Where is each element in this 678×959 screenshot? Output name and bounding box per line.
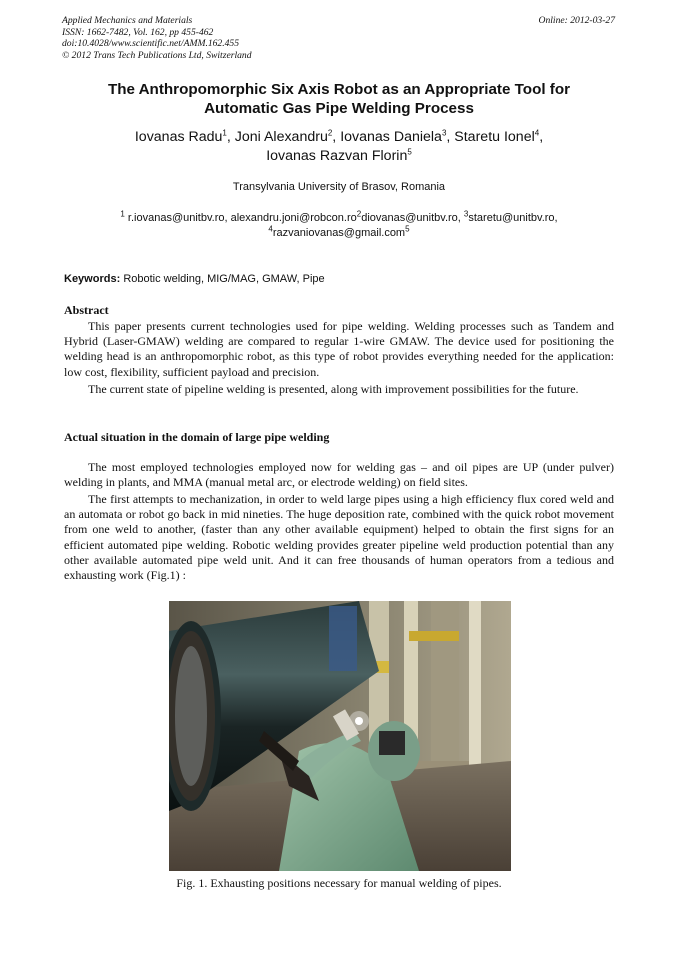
keywords-label: Keywords: xyxy=(64,273,121,285)
author-line-1: Iovanas Radu$^1$, Joni Alexandru$^2$, Iovanas Daniela$^3$, Staretu Ionel$^4$, xyxy=(134,128,544,145)
email-sup: 1 xyxy=(120,209,125,219)
body-text-2: The first attempts to mechanization, in order to weld large pipes using a high efficiency flux cored weld and an automata or robot go back in mid nineties. The huge deposition rate, combined with the quick robot movement from one weld to another, (faster than any other available equipment) helped to obtain the first signs for an efficient automated pipe welding. Robotic welding provides greater pipeline weld production potential than any other available automated pipe weld unit. And it can free thousands of human operators from a tedious and exhausting work (Fig.1) : xyxy=(64,492,614,583)
email-address[interactable]: staretu@unitbv.ro, xyxy=(468,212,558,224)
email-address[interactable]: alexandru.joni@robcon.ro xyxy=(230,212,357,224)
body-paragraph-1 xyxy=(64,460,614,490)
author-sup: 4 xyxy=(534,128,540,138)
welding-photo xyxy=(169,601,511,871)
email-list xyxy=(62,211,616,241)
author-name: Staretu Ionel xyxy=(454,129,535,145)
author-sup: 1 xyxy=(222,128,227,138)
author-name: Iovanas Daniela xyxy=(340,129,442,145)
author-sup: 2 xyxy=(327,128,333,138)
journal-name: Applied Mechanics and Materials xyxy=(62,15,193,26)
body-paragraph-2 xyxy=(64,492,614,583)
email-sup: 4 xyxy=(268,224,273,234)
email-address[interactable]: diovanas@unitbv.ro, xyxy=(361,212,461,224)
body-text-1: The most employed technologies employed now for welding gas – and oil pipes are UP (under pulver) welding in plants, and MMA (manual metal arc, or electrode welding) on field sites. xyxy=(64,460,614,490)
affiliation: Transylvania University of Brasov, Romania xyxy=(232,181,446,193)
online-date: Online: 2012-03-27 xyxy=(538,15,615,26)
title-line-1: The Anthropomorphic Six Axis Robot as an Appropriate Tool for xyxy=(107,81,571,98)
author-name: Joni Alexandru xyxy=(234,129,328,145)
email-address[interactable]: r.iovanas@unitbv.ro, xyxy=(127,212,228,224)
email-sup: 5 xyxy=(405,224,410,234)
author-sup: 5 xyxy=(407,147,412,157)
doi-line: doi:10.4028/www.scientific.net/AMM.162.455 xyxy=(62,38,240,50)
email-address[interactable]: razvaniovanas@gmail.com xyxy=(272,227,406,239)
welding-photo-illustration xyxy=(169,601,511,871)
email-sup: 2 xyxy=(356,209,362,219)
author-line-2 xyxy=(62,147,616,166)
issn-line: ISSN: 1662-7482, Vol. 162, pp 455-462 xyxy=(62,26,214,38)
abstract-text-2: The current state of pipeline welding is presented, along with improvement possibilities for the future. xyxy=(88,382,579,396)
paper-title xyxy=(62,80,616,118)
abstract-heading: Abstract xyxy=(64,303,109,317)
section-heading: Actual situation in the domain of large pipe welding xyxy=(64,430,330,444)
abstract-paragraph-2 xyxy=(64,382,614,397)
keywords-text: Robotic welding, MIG/MAG, GMAW, Pipe xyxy=(123,273,325,285)
author-name: Iovanas Radu xyxy=(134,129,223,145)
keywords xyxy=(64,273,325,285)
abstract-text-1: This paper presents current technologies used for pipe welding. Welding processes such as Tandem and Hybrid (Laser-GMAW) welding are compared to regular 1-wire GMAW. The device used for positioning the welding head is an anthropomorphic robot, as this type of robot provides everything needed for the application: low cost, flexibility, sufficient payload and precision. xyxy=(64,319,614,379)
author-sup: 3 xyxy=(441,128,447,138)
email-sup: 3 xyxy=(463,209,469,219)
author-name: Iovanas Razvan Florin xyxy=(266,148,408,164)
abstract-paragraph-1 xyxy=(64,319,614,380)
author-list xyxy=(62,128,616,166)
journal-header xyxy=(62,15,252,61)
figure-caption: Fig. 1. Exhausting positions necessary for manual welding of pipes. xyxy=(176,876,502,890)
title-line-2: Automatic Gas Pipe Welding Process xyxy=(204,100,474,117)
email-line-2 xyxy=(62,226,616,241)
copyright-line: © 2012 Trans Tech Publications Ltd, Switzerland xyxy=(62,49,252,61)
email-line-1 xyxy=(62,211,616,226)
